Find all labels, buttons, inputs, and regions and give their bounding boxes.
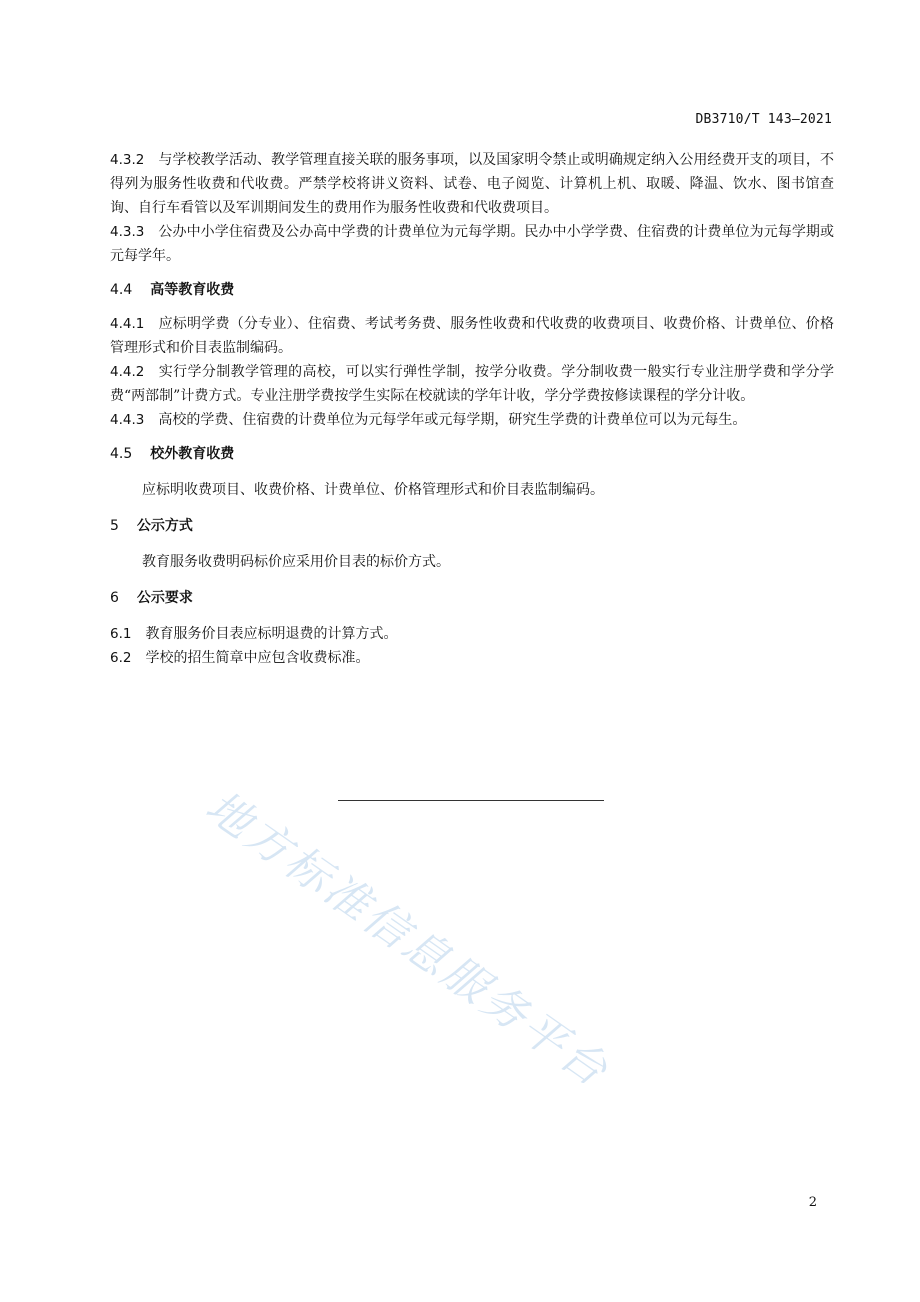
heading-title: 公示方式 <box>136 518 193 534</box>
heading-number: 4.4 <box>110 282 133 298</box>
clause-number: 6.2 <box>110 650 132 666</box>
clause-text: 教育服务价目表应标明退费的计算方式。 <box>145 626 398 642</box>
heading-4-5 <box>110 442 834 466</box>
clause-number: 4.4.1 <box>110 316 145 332</box>
clause-4-4-2 <box>110 360 834 408</box>
clause-number: 4.4.3 <box>110 412 145 428</box>
document-code: DB3710/T 143—2021 <box>695 112 832 127</box>
clause-6-1 <box>110 622 834 646</box>
clause-text: 公办中小学住宿费及公办高中学费的计费单位为元每学期。民办中小学学费、住宿费的计费单位为元每学期或元每学年。 <box>110 224 834 264</box>
clause-number: 4.3.3 <box>110 224 145 240</box>
clause-4-3-3 <box>110 220 834 268</box>
heading-title: 高等教育收费 <box>150 282 235 298</box>
page-number: 2 <box>808 1195 817 1210</box>
heading-title: 公示要求 <box>136 590 193 606</box>
clause-text: 高校的学费、住宿费的计费单位为元每学年或元每学期，研究生学费的计费单位可以为元每生。 <box>158 412 747 428</box>
clause-4-5-text: 应标明收费项目、收费价格、计费单位、价格管理形式和价目表监制编码。 <box>142 482 604 498</box>
clause-4-3-2 <box>110 148 834 220</box>
clause-4-4-1 <box>110 312 834 360</box>
clause-text: 应标明学费（分专业）、住宿费、考试考务费、服务性收费和代收费的收费项目、收费价格、计费单位、价格管理形式和价目表监制编码。 <box>110 316 834 356</box>
clause-number: 6.1 <box>110 626 132 642</box>
heading-4-4 <box>110 278 834 302</box>
heading-title: 校外教育收费 <box>150 446 235 462</box>
clause-text: 与学校教学活动、教学管理直接关联的服务事项，以及国家明令禁止或明确规定纳入公用经费开支的项目，不得列为服务性收费和代收费。严禁学校将讲义资料、试卷、电子阅览、计算机上机、取暖、降温、饮水、图书馆查询、自行车看管以及军训期间发生的费用作为服务性收费和代收费项目。 <box>110 152 834 216</box>
watermark: 地方标准信息服务平台 <box>196 781 619 1099</box>
clause-5-text: 教育服务收费明码标价应采用价目表的标价方式。 <box>142 554 450 570</box>
clause-4-4-3 <box>110 408 834 432</box>
heading-number: 4.5 <box>110 446 133 462</box>
clause-6-2 <box>110 646 834 670</box>
end-separator-line <box>338 800 604 801</box>
clause-text: 实行学分制教学管理的高校，可以实行弹性学制，按学分收费。学分制收费一般实行专业注册学费和学分学费“两部制”计费方式。专业注册学费按学生实际在校就读的学年计收，学分学费按修读课程的学分计收。 <box>110 364 834 404</box>
document-body <box>110 148 834 670</box>
heading-number: 6 <box>110 590 119 606</box>
clause-text: 学校的招生简章中应包含收费标准。 <box>145 650 370 666</box>
heading-6 <box>110 586 834 610</box>
heading-number: 5 <box>110 518 119 534</box>
clause-number: 4.4.2 <box>110 364 145 380</box>
clause-number: 4.3.2 <box>110 152 145 168</box>
heading-5 <box>110 514 834 538</box>
